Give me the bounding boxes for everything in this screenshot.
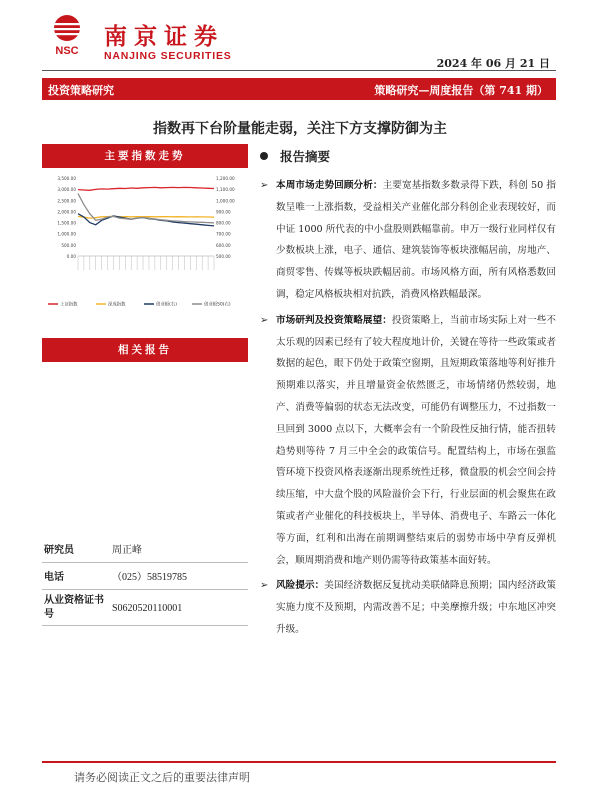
summary-paragraph-review — [258, 175, 556, 306]
header-divider — [42, 70, 556, 71]
paragraph-body: 美国经济数据反复扰动美联储降息预期；国内经济政策实施力度不及预期，内需改善不足；中美摩擦升级；中东地区冲突升级。 — [276, 580, 557, 635]
analyst-cert-label: 从业资格证书号 — [44, 595, 104, 620]
legal-disclaimer: 请务必阅读正文之后的重要法律声明 — [74, 771, 250, 784]
logo-chinese-name: 南京证券 — [104, 24, 224, 50]
legend-label: 深成指数 — [108, 302, 126, 308]
arrow-bullet-icon: ➢ — [260, 314, 269, 326]
analyst-info — [42, 540, 248, 626]
y-left-tick-label: 1,500.00 — [57, 220, 76, 226]
legend-label: 上证指数 — [60, 302, 78, 308]
arrow-bullet-icon: ➢ — [260, 180, 269, 191]
company-logo — [44, 12, 244, 62]
related-reports-title: 相关报告 — [42, 338, 248, 362]
analyst-name: 周正峰 — [112, 545, 142, 556]
y-left-tick-label: 2,500.00 — [57, 198, 76, 204]
paragraph-body: 主要宽基指数多数录得下跌，科创 50 指数呈唯一上涨指数，受益相关产业催化部分科创企业表现较好，而中证 1000 所代表的中小盘股则跌幅靠前。申万一级行业同样仅有少数板块上涨，电子、通信、建筑装饰等板块涨幅居前，房地产、商贸零售、传媒等板块跌幅居前。市场风格方面，所有风格悉数回调，稳定风格板块相对抗跌，消费风格跌幅最深。 — [276, 180, 556, 300]
paragraph-body: 投资策略上，当前市场实际上对一些不太乐观的因素已经有了较大程度地计价，关键在等待一些政策或者数据的起色，眼下仍处于政策空窗期，且短期政策落地等利好推升预期难以落实，并且增量资金依然匮乏，市场情绪仍然较弱，地产、消费等偏弱的状态无法改变，可能仍有调整压力，不过指数一旦回到 3000 点以下，大概率会有一个阶段性反抽行情，能否扭转趋势则等待 7 月三中全会的政策信号。配置结构上，市场在强监管环境下投资风格表逐渐出现系统性迁移，微盘股的机会空间会持续压缩，中大盘个股的风险溢价会下行，行业层面的机会聚焦在政策或者产业催化的科技板块上，半导体、消费电子、车路云一体化等方面，红利和出海在前期调整结束后的弱势市场中孕育反弹机会，顺周期消费和地产则仍需等待政策基本面好转。 — [276, 314, 557, 566]
y-left-tick-label: 3,500.00 — [57, 176, 76, 181]
y-right-tick-label: 700.00 — [216, 231, 231, 237]
legend-label: 创业板(右) — [156, 302, 177, 308]
arrow-bullet-icon: ➢ — [260, 580, 269, 592]
analyst-cert-row — [42, 590, 248, 626]
paragraph-lead: 市场研判及投资策略展望： — [276, 314, 392, 326]
paragraph-lead: 本周市场走势回顾分析： — [276, 180, 383, 191]
paragraph-lead: 风险提示： — [276, 580, 325, 592]
footer-divider — [42, 761, 556, 763]
series-line-上证指数 — [78, 187, 214, 190]
analyst-phone-row — [42, 563, 248, 590]
analyst-phone: （025）58519785 — [112, 572, 187, 583]
analyst-phone-label: 电话 — [44, 572, 64, 583]
nsc-logo-icon — [44, 12, 90, 58]
y-left-tick-label: 2,000.00 — [57, 209, 76, 215]
svg-text:NSC: NSC — [55, 45, 79, 57]
report-category: 投资策略研究 — [48, 84, 114, 97]
report-series: 策略研究—周度报告（第 741 期） — [374, 84, 548, 97]
summary-heading — [258, 147, 556, 169]
y-right-tick-label: 800.00 — [216, 220, 231, 226]
y-right-tick-label: 500.00 — [216, 254, 231, 259]
index-trend-chart — [44, 172, 244, 322]
legend-label: 创业板50(右) — [204, 302, 231, 308]
chart-svg — [44, 172, 244, 322]
y-left-tick-label: 500.00 — [61, 242, 76, 248]
series-line-创业板50(右) — [78, 194, 214, 223]
y-left-tick-label: 3,000.00 — [57, 187, 76, 193]
y-left-tick-label: 1,000.00 — [57, 231, 76, 237]
y-left-tick-label: 0.00 — [66, 254, 76, 259]
summary-paragraph-outlook — [258, 310, 556, 572]
summary-paragraph-risk — [258, 575, 556, 640]
y-right-tick-label: 1,100.00 — [216, 187, 235, 193]
report-date: 2024 年 06 月 21 日 — [436, 57, 550, 70]
summary-title: 报告摘要 — [280, 149, 331, 164]
report-headline: 指数再下台阶量能走弱，关注下方支撑防御为主 — [153, 121, 447, 137]
chart-title: 主要指数走势 — [42, 144, 248, 168]
analyst-name-label: 研究员 — [44, 545, 74, 556]
sidebar — [42, 144, 248, 362]
analyst-name-row — [42, 540, 248, 563]
y-right-tick-label: 1,200.00 — [216, 176, 235, 181]
analyst-cert: S0620520110001 — [112, 603, 183, 614]
category-band — [42, 78, 556, 100]
report-summary — [258, 147, 556, 641]
y-right-tick-label: 900.00 — [216, 209, 231, 215]
bullet-dot-icon — [260, 152, 268, 160]
y-right-tick-label: 600.00 — [216, 242, 231, 248]
y-right-tick-label: 1,000.00 — [216, 198, 235, 204]
logo-english-name: NANJING SECURITIES — [104, 50, 232, 62]
